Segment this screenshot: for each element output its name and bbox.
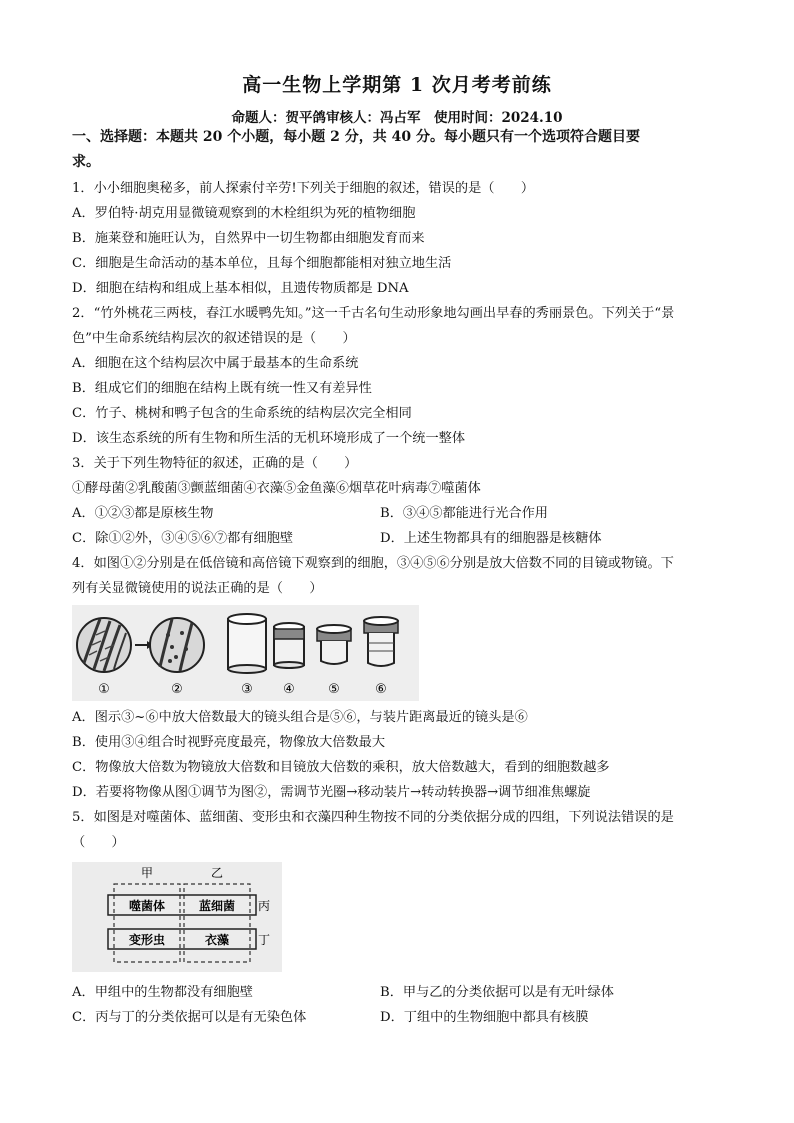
q3-option-d: D．上述生物都具有的细胞器是核糖体 bbox=[380, 531, 602, 546]
q1-option-a: A．罗伯特·胡克用显微镜观察到的木栓组织为死的植物细胞 bbox=[72, 206, 416, 221]
section-heading-cont: 求。 bbox=[72, 154, 100, 170]
q1-option-c: C．细胞是生命活动的基本单位，且每个细胞都能相对独立地生活 bbox=[72, 256, 452, 271]
q4-stem-cont: 列有关显微镜使用的说法正确的是（ ） bbox=[72, 581, 323, 596]
lens-4-image bbox=[274, 623, 304, 668]
q5-stem: 5．如图是对噬菌体、蓝细菌、变形虫和衣藻四种生物按不同的分类依据分成的四组，下列说法错误的是 bbox=[72, 810, 674, 825]
q1-option-d: D．细胞在结构和组成上基本相似，且遗传物质都是 DNA bbox=[72, 281, 409, 296]
classification-figure bbox=[72, 862, 282, 972]
group-label-ding: 丁 bbox=[257, 933, 271, 947]
q4-option-c: C．物像放大倍数为物镜放大倍数和目镜放大倍数的乘积，放大倍数越大，看到的细胞数越多 bbox=[72, 760, 610, 775]
microscope-figure bbox=[72, 605, 419, 701]
fig-label-1: ① bbox=[98, 682, 110, 697]
high-power-view-image bbox=[150, 618, 204, 672]
q1-stem: 1．小小细胞奥秘多，前人探索付辛劳!下列关于细胞的叙述，错误的是（ ） bbox=[72, 181, 535, 196]
q4-option-b: B．使用③④组合时视野亮度最亮，物像放大倍数最大 bbox=[72, 735, 386, 750]
section-heading: 一、选择题：本题共 20 个小题，每小题 2 分，共 40 分。每小题只有一个选项符合题目要 bbox=[72, 129, 640, 145]
q2-option-b: B．组成它们的细胞在结构上既有统一性又有差异性 bbox=[72, 381, 372, 396]
q3-stem: 3．关于下列生物特征的叙述，正确的是（ ） bbox=[72, 456, 358, 471]
q2-option-c: C．竹子、桃树和鸭子包含的生命系统的结构层次完全相同 bbox=[72, 406, 412, 421]
q5-option-d: D．丁组中的生物细胞中都具有核膜 bbox=[380, 1010, 589, 1025]
group-label-bing: 丙 bbox=[257, 899, 271, 913]
q1-option-b: B．施莱登和施旺认为，自然界中一切生物都由细胞发育而来 bbox=[72, 231, 425, 246]
q5-option-c: C．丙与丁的分类依据可以是有无染色体 bbox=[72, 1010, 307, 1025]
q4-option-a: A．图示③~⑥中放大倍数最大的镜头组合是⑤⑥，与装片距离最近的镜头是⑥ bbox=[72, 710, 528, 725]
q4-stem: 4．如图①②分别是在低倍镜和高倍镜下观察到的细胞，③④⑤⑥分别是放大倍数不同的目镜或物镜。下 bbox=[72, 556, 674, 571]
cell-bacteriophage: 噬菌体 bbox=[128, 899, 166, 913]
q3-organism-list: ①酵母菌②乳酸菌③颤蓝细菌④衣藻⑤金鱼藻⑥烟草花叶病毒⑦噬菌体 bbox=[72, 481, 481, 496]
fig-label-5: ⑤ bbox=[328, 682, 340, 697]
page-title: 高一生物上学期第 1 次月考考前练 bbox=[242, 74, 552, 96]
fig-label-6: ⑥ bbox=[375, 682, 387, 697]
classification-figure-svg bbox=[72, 862, 282, 972]
cell-amoeba: 变形虫 bbox=[128, 933, 166, 947]
q4-option-d: D．若要将物像从图①调节为图②，需调节光圈→移动装片→转动转换器→调节细准焦螺旋 bbox=[72, 785, 591, 800]
fig-label-3: ③ bbox=[241, 682, 253, 697]
q5-stem-cont: （ ） bbox=[72, 835, 125, 850]
group-label-jia: 甲 bbox=[140, 866, 154, 880]
lens-6-image bbox=[364, 617, 398, 666]
low-power-view-image bbox=[77, 618, 131, 672]
fig-label-2: ② bbox=[171, 682, 183, 697]
q5-option-a: A．甲组中的生物都没有细胞壁 bbox=[72, 985, 253, 1000]
q2-option-d: D．该生态系统的所有生物和所生活的无机环境形成了一个统一整体 bbox=[72, 431, 466, 446]
q3-option-a: A．①②③都是原核生物 bbox=[72, 506, 214, 521]
lens-3-image bbox=[228, 614, 266, 673]
cell-cyanobacteria: 蓝细菌 bbox=[198, 899, 236, 913]
lens-5-image bbox=[317, 625, 351, 664]
cell-chlamydomonas: 衣藻 bbox=[204, 933, 230, 947]
q2-stem-cont: 色”中生命系统结构层次的叙述错误的是（ ） bbox=[72, 331, 356, 346]
q2-option-a: A．细胞在这个结构层次中属于最基本的生命系统 bbox=[72, 356, 359, 371]
q5-option-b: B．甲与乙的分类依据可以是有无叶绿体 bbox=[380, 985, 614, 1000]
fig-label-4: ④ bbox=[283, 682, 295, 697]
group-label-yi: 乙 bbox=[210, 866, 224, 880]
microscope-figure-svg bbox=[72, 605, 419, 701]
q3-option-c: C．除①②外，③④⑤⑥⑦都有细胞壁 bbox=[72, 531, 294, 546]
q2-stem: 2．“竹外桃花三两枝，春江水暖鸭先知。”这一千古名句生动形象地勾画出早春的秀丽景色。下列关于“景 bbox=[72, 306, 675, 321]
page-subtitle: 命题人：贺平鸽审核人：冯占军 使用时间：2024.10 bbox=[231, 110, 563, 126]
q3-option-b: B．③④⑤都能进行光合作用 bbox=[380, 506, 548, 521]
